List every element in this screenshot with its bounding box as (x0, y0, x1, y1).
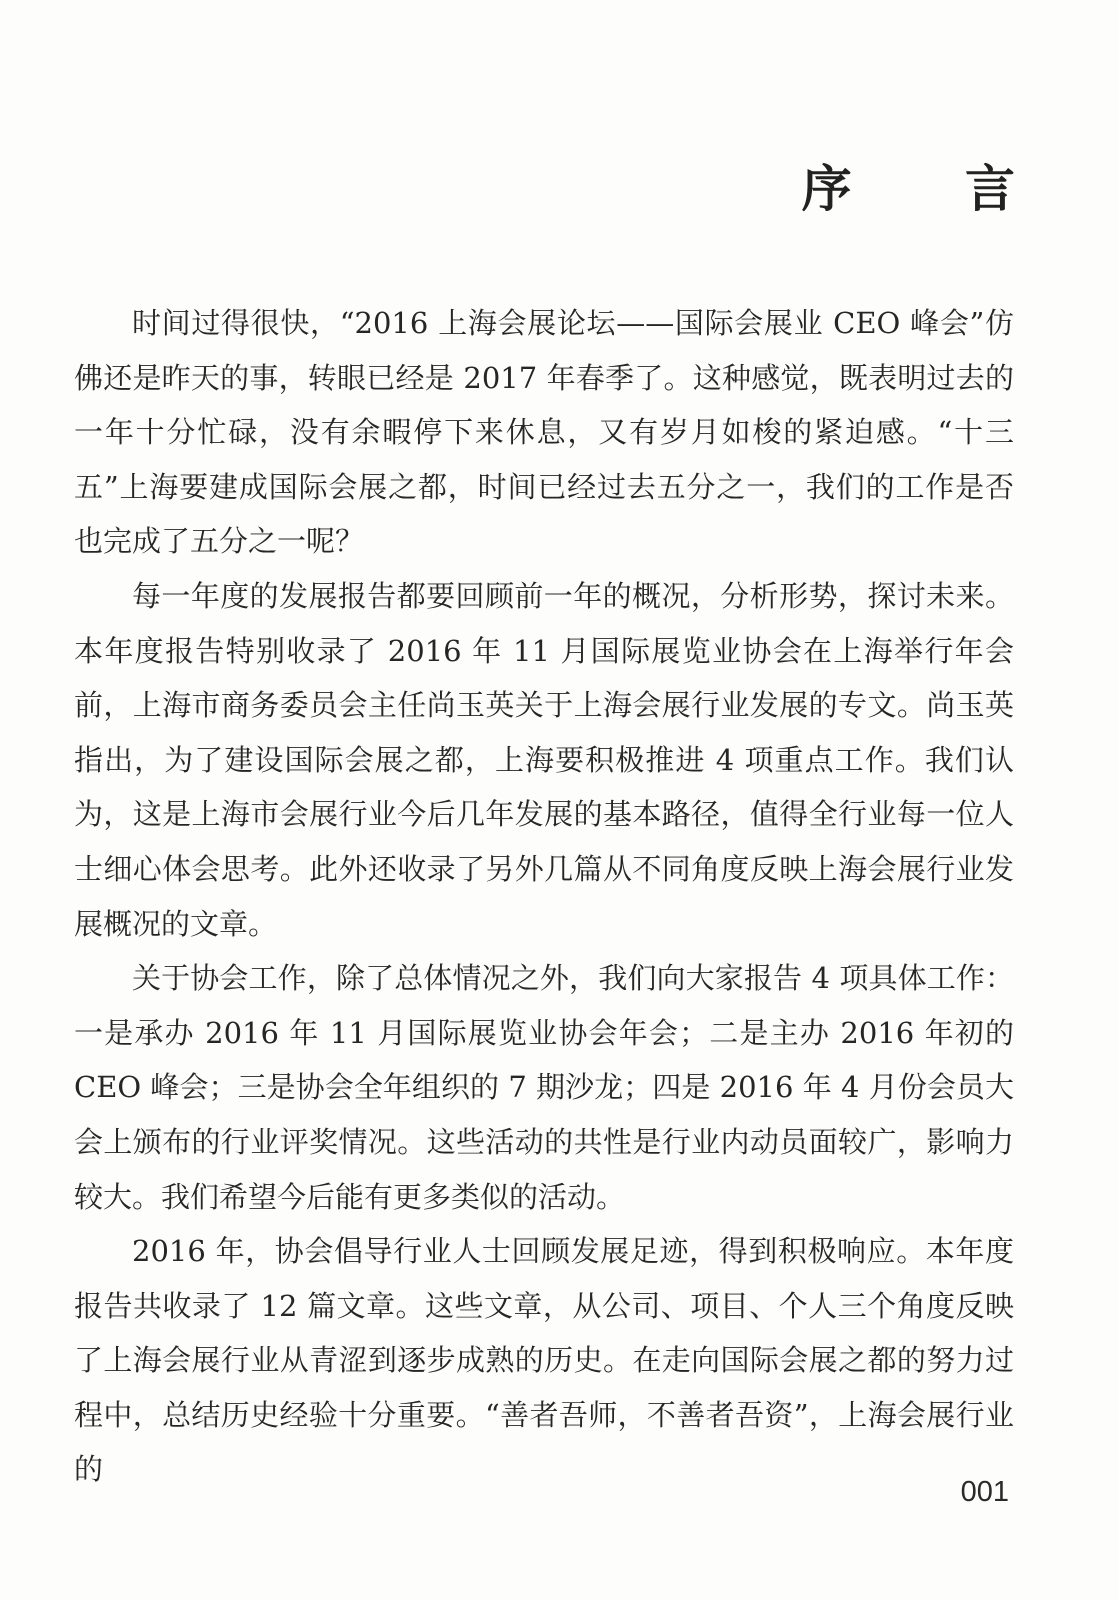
paragraph-1: 时间过得很快，“2016 上海会展论坛——国际会展业 CEO 峰会”仿佛还是昨天的事，转眼已经是 2017 年春季了。这种感觉，既表明过去的一年十分忙碌，没有余暇停下来休息，又有岁月如梭的紧迫感。“十三五”上海要建成国际会展之都，时间已经过去五分之一，我们的工作是否也完成了五分之一呢？ (74, 306, 1014, 559)
page-number: 001 (960, 1476, 1009, 1508)
paragraph-2: 每一年度的发展报告都要回顾前一年的概况，分析形势，探讨未来。本年度报告特别收录了 2016 年 11 月国际展览业协会在上海举行年会前，上海市商务委员会主任尚玉英关于上海会展行业发展的专文。尚玉英指出，为了建设国际会展之都，上海要积极推进 4 项重点工作。我们认为，这是上海市会展行业今后几年发展的基本路径，值得全行业每一位人士细心体会思考。此外还收录了另外几篇从不同角度反映上海会展行业发展概况的文章。 (74, 578, 1014, 941)
page-title: 序 言 (801, 158, 1063, 218)
paragraph-3: 关于协会工作，除了总体情况之外，我们向大家报告 4 项具体工作：一是承办 2016 年 11 月国际展览业协会年会；二是主办 2016 年初的 CEO 峰会；三是协会全年组织的 7 期沙龙；四是 2016 年 4 月份会员大会上颁布的行业评奖情况。这些活动的共性是行业内动员面较广，影响力较大。我们希望今后能有更多类似的活动。 (74, 961, 1014, 1214)
body-text (74, 296, 1014, 1497)
paragraph-4: 2016 年，协会倡导行业人士回顾发展足迹，得到积极响应。本年度报告共收录了 12 篇文章。这些文章，从公司、项目、个人三个角度反映了上海会展行业从青涩到逐步成熟的历史。在走向国际会展之都的努力过程中，总结历史经验十分重要。“善者吾师，不善者吾资”，上海会展行业的 (74, 1234, 1014, 1487)
